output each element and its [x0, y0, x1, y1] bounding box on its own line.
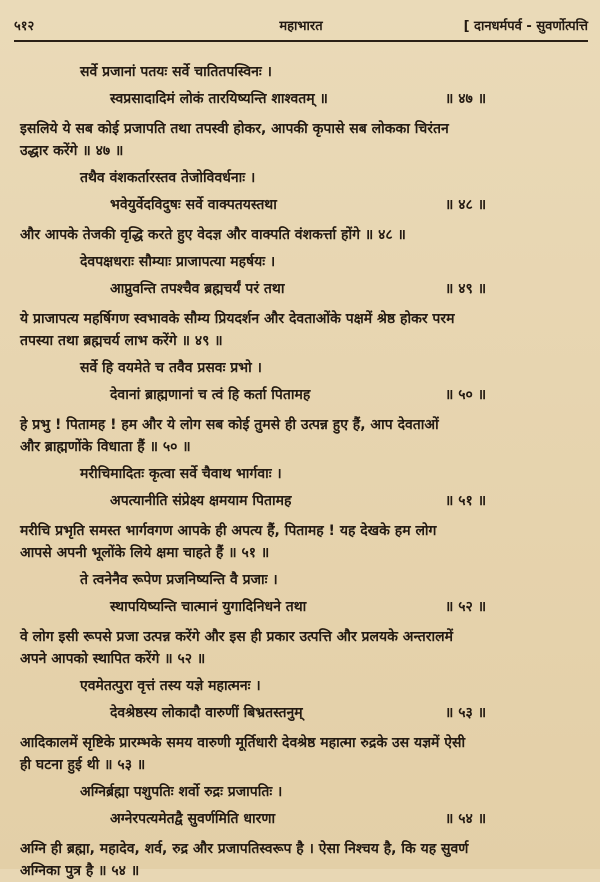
- translation-line: अग्निका पुत्र है ॥ ५४ ॥: [20, 863, 140, 879]
- verse-line: [110, 809, 275, 828]
- verse-number: ॥ ५१ ॥: [445, 493, 487, 509]
- translation-line: अपने आपको स्थापित करेंगे ॥ ५२ ॥: [20, 651, 206, 667]
- verse-line: [110, 597, 306, 616]
- header-rule: [14, 40, 588, 42]
- verse-text: आप्नुवन्ति तपश्चैव ब्रह्मचर्यं परं तथा: [110, 281, 285, 297]
- verse-line: [80, 676, 261, 695]
- translation-line: ही घटना हुई थी ॥ ५३ ॥: [20, 757, 146, 773]
- verse-number: ॥ ५३ ॥: [445, 705, 487, 721]
- verse-number: ॥ ४८ ॥: [445, 197, 487, 213]
- page-header: [14, 12, 588, 38]
- page-number: ५१२: [14, 19, 35, 34]
- verse-text: सर्वे हि वयमेते च तवैव प्रसवः प्रभो ।: [80, 360, 262, 376]
- verse-number: ॥ ४९ ॥: [445, 281, 487, 297]
- verse-line: [110, 385, 310, 404]
- verse-number: ॥ ५४ ॥: [445, 811, 487, 827]
- verse-line: [80, 168, 255, 187]
- verse-text: देवपक्षधराः सौम्याः प्राजापत्या महर्षयः ।: [80, 254, 276, 270]
- verse-number: ॥ ४७ ॥: [445, 91, 487, 107]
- verse-text: एवमेतत्पुरा वृत्तं तस्य यज्ञे महात्मनः ।: [80, 678, 261, 694]
- verse-text: स्थापयिष्यन्ति चात्मानं युगादिनिधने तथा: [110, 599, 307, 615]
- verse-number: ॥ ५२ ॥: [445, 599, 487, 615]
- verse-text: ते त्वनेनैव रूपेण प्रजनिष्यन्ति वै प्रजाः ।: [80, 572, 278, 588]
- verse-text: देवानां ब्राह्मणानां च त्वं हि कर्ता पितामह: [110, 387, 311, 403]
- verse-line: [80, 252, 275, 271]
- verse-line: [80, 464, 282, 483]
- translation-line: वे लोग इसी रूपसे प्रजा उत्पन्न करेंगे और इस ही प्रकार उत्पत्ति और प्रलयके अन्तरालमें: [20, 629, 453, 645]
- verse-text: अपत्यानीति संप्रेक्ष्य क्षमयाम पितामह: [110, 493, 292, 509]
- translation-line: उद्धार करेंगे ॥ ४७ ॥: [20, 143, 124, 159]
- verse-text: देवश्रेष्ठस्य लोकादौ वारुणीं बिभ्रतस्तनुम्: [110, 705, 303, 721]
- verse-text: स्वप्रसादादिमं लोकं तारयिष्यन्ति शाश्वतम् ॥: [110, 91, 328, 107]
- translation-line: इसलिये ये सब कोई प्रजापति तथा तपस्वी होकर, आपकी कृपासे सब लोकका चिरंतन: [20, 121, 449, 137]
- verse-line: [80, 782, 282, 801]
- verse-text: भवेयुर्वेदविदुषः सर्वे वाक्पतयस्तथा: [110, 197, 277, 213]
- verse-line: [110, 491, 291, 510]
- translation-line: मरीचि प्रभृति समस्त भार्गवगण आपके ही अपत्य हैं, पितामह ! यह देखके हम लोग: [20, 523, 437, 539]
- translation-line: आपसे अपनी भूलोंके लिये क्षमा चाहते हैं ॥ ५१ ॥: [20, 545, 270, 561]
- verse-line: [80, 570, 278, 589]
- translation-line: और ब्राह्मणोंके विधाता हैं ॥ ५० ॥: [20, 439, 191, 455]
- translation-line: अग्नि ही ब्रह्मा, महादेव, शर्व, रुद्र और प्रजापतिस्वरूप है । ऐसा निश्चय है, कि यह सुवर्ण: [20, 841, 469, 857]
- translation-line: और आपके तेजकी वृद्धि करते हुए वेदज्ञ और वाक्पति वंशकर्त्ता होंगे ॥ ४८ ॥: [20, 227, 406, 243]
- verse-line: [110, 703, 303, 722]
- verse-text: तथैव वंशकर्तारस्तव तेजोविवर्धनाः ।: [80, 170, 256, 186]
- translation-line: तपस्या तथा ब्रह्मचर्य लाभ करेंगे ॥ ४९ ॥: [20, 333, 223, 349]
- translation-line: हे प्रभु ! पितामह ! हम और ये लोग सब कोई तुमसे ही उत्पन्न हुए हैं, आप देवताओं: [20, 417, 439, 433]
- translation-line: आदिकालमें सृष्टिके प्रारम्भके समय वारुणी मूर्तिधारी देवश्रेष्ठ महात्मा रुद्रके उस यज्ञमें ऐसी: [20, 735, 466, 751]
- verse-text: अग्निर्ब्रह्मा पशुपतिः शर्वो रुद्रः प्रजापतिः ।: [80, 784, 283, 800]
- verse-line: [110, 195, 277, 214]
- verse-line: [110, 279, 284, 298]
- verse-text: मरीचिमादितः कृत्वा सर्वे चैवाथ भार्गवाः ।: [80, 466, 282, 482]
- translation-line: ये प्राजापत्य महर्षिगण स्वभावके सौम्य प्रियदर्शन और देवताओंके पक्षमें श्रेष्ठ होकर परम: [20, 311, 455, 327]
- section-title: [ दानधर्मपर्व - सुवर्णोत्पत्ति: [463, 19, 588, 34]
- verse-line: [110, 89, 328, 108]
- book-title: महाभारत: [279, 19, 323, 34]
- verse-line: [80, 358, 262, 377]
- verse-number: ॥ ५० ॥: [445, 387, 487, 403]
- verse-line: [80, 62, 272, 81]
- verse-text: अग्नेरपत्यमेतद्वै सुवर्णमिति धारणा: [110, 811, 276, 827]
- verse-text: सर्वे प्रजानां पतयः सर्वे चातितपस्विनः ।: [80, 64, 272, 80]
